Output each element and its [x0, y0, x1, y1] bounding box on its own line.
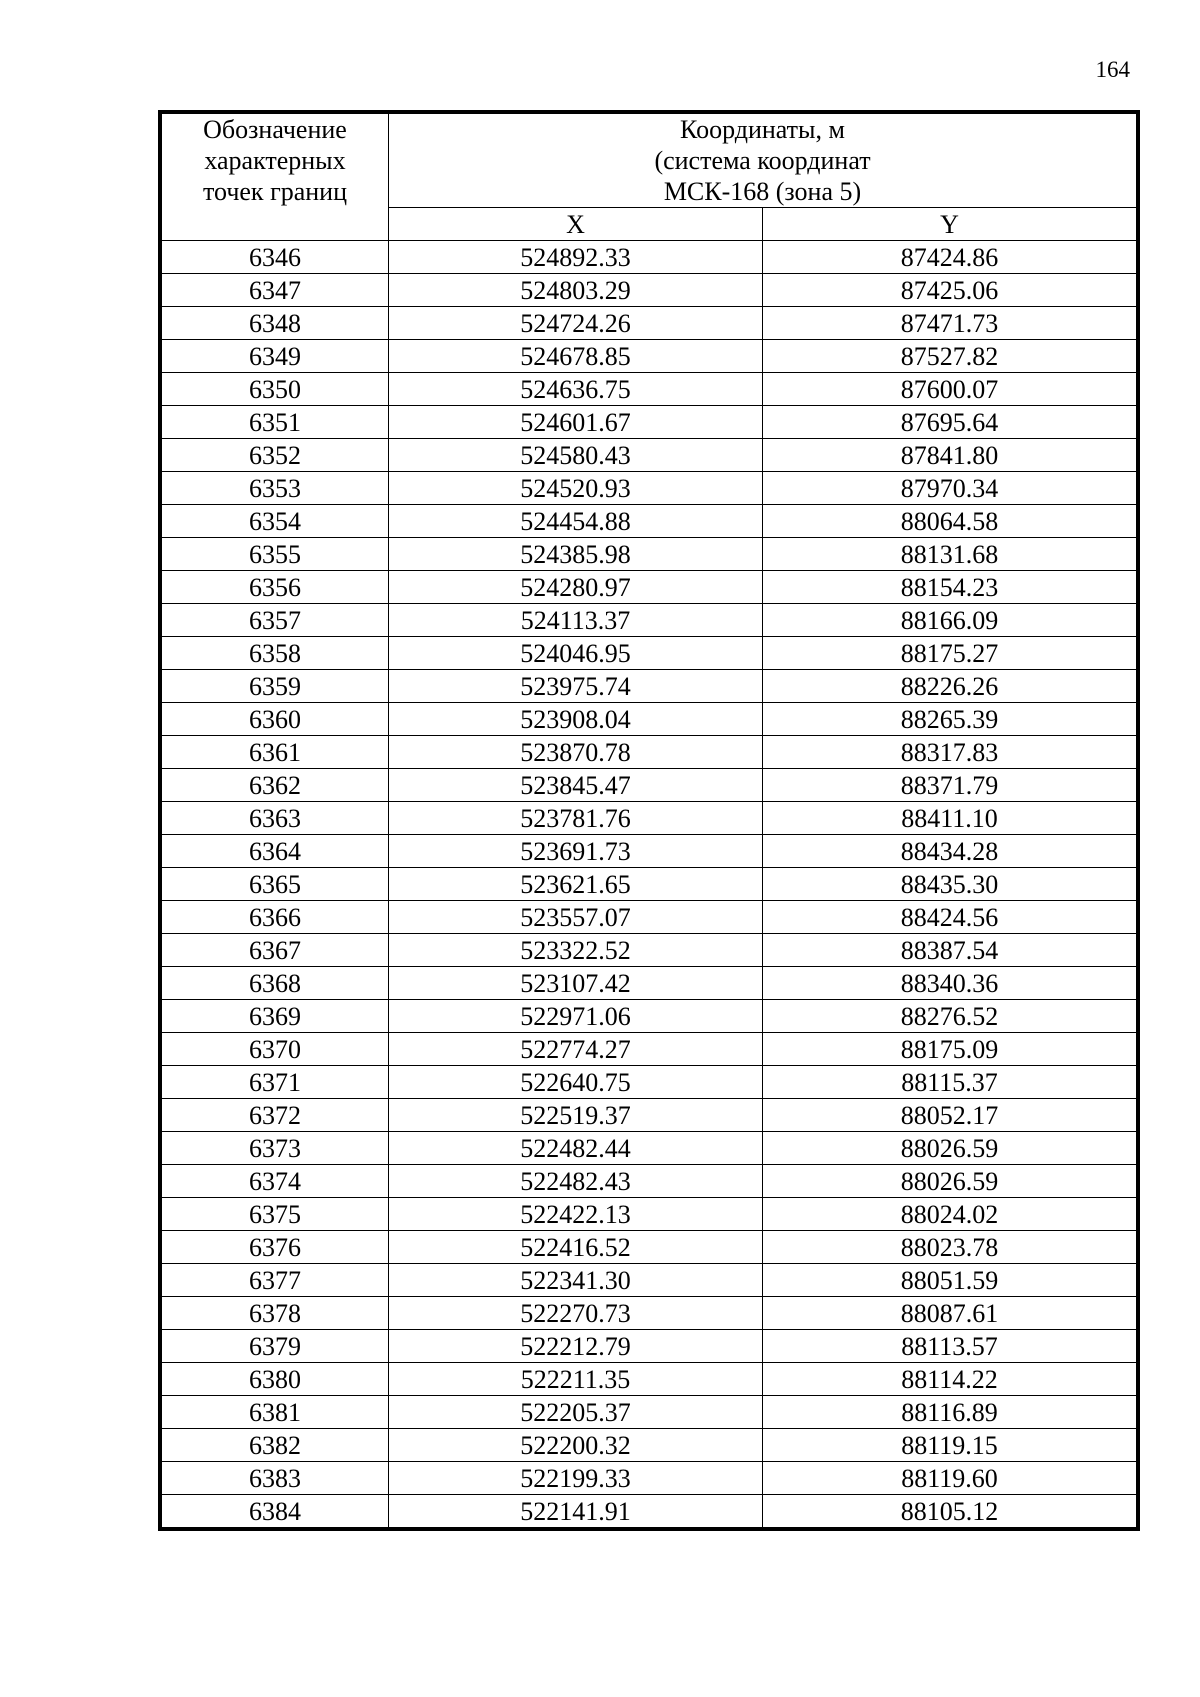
- table-row: [162, 703, 1137, 736]
- header-designation-line: Обозначение: [203, 115, 347, 144]
- table-row: [162, 307, 1137, 340]
- cell-y: 88119.60: [763, 1462, 1137, 1495]
- cell-point: 6356: [162, 571, 389, 604]
- table-row: [162, 868, 1137, 901]
- table-row: [162, 604, 1137, 637]
- cell-y: 88424.56: [763, 901, 1137, 934]
- cell-x: 523557.07: [389, 901, 763, 934]
- cell-x: 522200.32: [389, 1429, 763, 1462]
- cell-y: 88131.68: [763, 538, 1137, 571]
- cell-x: 523781.76: [389, 802, 763, 835]
- table-row: [162, 373, 1137, 406]
- cell-x: 524636.75: [389, 373, 763, 406]
- cell-point: 6362: [162, 769, 389, 802]
- cell-point: 6384: [162, 1495, 389, 1528]
- table-row: [162, 241, 1137, 274]
- cell-x: 522205.37: [389, 1396, 763, 1429]
- table-header: [162, 114, 1137, 241]
- table-row: [162, 967, 1137, 1000]
- cell-point: 6377: [162, 1264, 389, 1297]
- cell-x: 522141.91: [389, 1495, 763, 1528]
- cell-point: 6383: [162, 1462, 389, 1495]
- coordinates-table: [161, 113, 1137, 1528]
- cell-point: 6358: [162, 637, 389, 670]
- cell-x: 522519.37: [389, 1099, 763, 1132]
- table-row: [162, 1297, 1137, 1330]
- cell-y: 88087.61: [763, 1297, 1137, 1330]
- table-row: [162, 1165, 1137, 1198]
- cell-point: 6355: [162, 538, 389, 571]
- cell-y: 88052.17: [763, 1099, 1137, 1132]
- header-coordinates-line: (система координат: [654, 146, 871, 175]
- cell-point: 6380: [162, 1363, 389, 1396]
- cell-y: 88026.59: [763, 1165, 1137, 1198]
- cell-x: 524601.67: [389, 406, 763, 439]
- cell-x: 523870.78: [389, 736, 763, 769]
- cell-x: 524454.88: [389, 505, 763, 538]
- table-row: [162, 670, 1137, 703]
- cell-y: 88175.09: [763, 1033, 1137, 1066]
- cell-y: 88371.79: [763, 769, 1137, 802]
- cell-point: 6347: [162, 274, 389, 307]
- cell-x: 522211.35: [389, 1363, 763, 1396]
- cell-x: 524280.97: [389, 571, 763, 604]
- table-row: [162, 472, 1137, 505]
- cell-x: 522270.73: [389, 1297, 763, 1330]
- table-row: [162, 1330, 1137, 1363]
- cell-y: 88023.78: [763, 1231, 1137, 1264]
- cell-x: 524580.43: [389, 439, 763, 472]
- cell-point: 6352: [162, 439, 389, 472]
- cell-y: 87841.80: [763, 439, 1137, 472]
- table-row: [162, 406, 1137, 439]
- cell-y: 88317.83: [763, 736, 1137, 769]
- cell-point: 6346: [162, 241, 389, 274]
- cell-x: 522482.44: [389, 1132, 763, 1165]
- cell-x: 522482.43: [389, 1165, 763, 1198]
- cell-y: 88114.22: [763, 1363, 1137, 1396]
- table-row: [162, 934, 1137, 967]
- cell-point: 6368: [162, 967, 389, 1000]
- cell-point: 6359: [162, 670, 389, 703]
- cell-x: 522971.06: [389, 1000, 763, 1033]
- cell-point: 6366: [162, 901, 389, 934]
- table-row: [162, 538, 1137, 571]
- cell-y: 88154.23: [763, 571, 1137, 604]
- cell-point: 6357: [162, 604, 389, 637]
- cell-point: 6351: [162, 406, 389, 439]
- cell-point: 6364: [162, 835, 389, 868]
- table-row: [162, 1132, 1137, 1165]
- table-row: [162, 1231, 1137, 1264]
- cell-y: 87695.64: [763, 406, 1137, 439]
- cell-y: 88119.15: [763, 1429, 1137, 1462]
- table-row: [162, 1099, 1137, 1132]
- cell-x: 523621.65: [389, 868, 763, 901]
- cell-point: 6353: [162, 472, 389, 505]
- cell-y: 88411.10: [763, 802, 1137, 835]
- cell-y: 88113.57: [763, 1330, 1137, 1363]
- table-row: [162, 340, 1137, 373]
- cell-point: 6354: [162, 505, 389, 538]
- cell-y: 88175.27: [763, 637, 1137, 670]
- cell-x: 524678.85: [389, 340, 763, 373]
- table-body: [162, 241, 1137, 1528]
- cell-point: 6381: [162, 1396, 389, 1429]
- cell-y: 88116.89: [763, 1396, 1137, 1429]
- table-row: [162, 1000, 1137, 1033]
- cell-point: 6350: [162, 373, 389, 406]
- cell-y: 88387.54: [763, 934, 1137, 967]
- cell-y: 87424.86: [763, 241, 1137, 274]
- cell-point: 6372: [162, 1099, 389, 1132]
- cell-x: 523975.74: [389, 670, 763, 703]
- cell-y: 88276.52: [763, 1000, 1137, 1033]
- table-row: [162, 901, 1137, 934]
- cell-point: 6375: [162, 1198, 389, 1231]
- cell-point: 6382: [162, 1429, 389, 1462]
- cell-x: 524520.93: [389, 472, 763, 505]
- cell-y: 87527.82: [763, 340, 1137, 373]
- table-row: [162, 1264, 1137, 1297]
- cell-x: 524724.26: [389, 307, 763, 340]
- cell-x: 524892.33: [389, 241, 763, 274]
- cell-x: 524803.29: [389, 274, 763, 307]
- cell-x: 522212.79: [389, 1330, 763, 1363]
- cell-y: 88105.12: [763, 1495, 1137, 1528]
- table-row: [162, 1462, 1137, 1495]
- table-row: [162, 1495, 1137, 1528]
- header-coordinates-line: МСК-168 (зона 5): [663, 177, 862, 206]
- cell-point: 6370: [162, 1033, 389, 1066]
- cell-x: 522341.30: [389, 1264, 763, 1297]
- cell-point: 6367: [162, 934, 389, 967]
- cell-point: 6376: [162, 1231, 389, 1264]
- cell-point: 6365: [162, 868, 389, 901]
- header-designation-line: точек границ: [202, 177, 348, 206]
- cell-y: 88064.58: [763, 505, 1137, 538]
- cell-point: 6369: [162, 1000, 389, 1033]
- cell-point: 6360: [162, 703, 389, 736]
- cell-x: 522640.75: [389, 1066, 763, 1099]
- cell-x: 523691.73: [389, 835, 763, 868]
- header-designation: [162, 114, 389, 241]
- cell-y: 88265.39: [763, 703, 1137, 736]
- page-number: 164: [1095, 57, 1130, 82]
- table-row: [162, 802, 1137, 835]
- table-row: [162, 505, 1137, 538]
- table-row: [162, 1429, 1137, 1462]
- header-y: Y: [763, 208, 1137, 241]
- cell-x: 522422.13: [389, 1198, 763, 1231]
- cell-x: 522416.52: [389, 1231, 763, 1264]
- table-row: [162, 439, 1137, 472]
- cell-x: 523845.47: [389, 769, 763, 802]
- cell-y: 87600.07: [763, 373, 1137, 406]
- header-coordinates: [389, 114, 1137, 208]
- cell-point: 6371: [162, 1066, 389, 1099]
- cell-point: 6348: [162, 307, 389, 340]
- cell-y: 88051.59: [763, 1264, 1137, 1297]
- cell-point: 6361: [162, 736, 389, 769]
- cell-y: 88434.28: [763, 835, 1137, 868]
- table-row: [162, 1066, 1137, 1099]
- table-row: [162, 637, 1137, 670]
- cell-y: 87970.34: [763, 472, 1137, 505]
- cell-point: 6379: [162, 1330, 389, 1363]
- cell-x: 522199.33: [389, 1462, 763, 1495]
- cell-x: 523107.42: [389, 967, 763, 1000]
- cell-point: 6349: [162, 340, 389, 373]
- cell-y: 87425.06: [763, 274, 1137, 307]
- cell-point: 6363: [162, 802, 389, 835]
- cell-point: 6373: [162, 1132, 389, 1165]
- cell-y: 88115.37: [763, 1066, 1137, 1099]
- cell-y: 88226.26: [763, 670, 1137, 703]
- table-row: [162, 1198, 1137, 1231]
- cell-y: 88026.59: [763, 1132, 1137, 1165]
- cell-x: 522774.27: [389, 1033, 763, 1066]
- header-x: X: [389, 208, 763, 241]
- cell-x: 524113.37: [389, 604, 763, 637]
- cell-y: 88024.02: [763, 1198, 1137, 1231]
- cell-x: 523322.52: [389, 934, 763, 967]
- cell-y: 88166.09: [763, 604, 1137, 637]
- cell-x: 524046.95: [389, 637, 763, 670]
- cell-x: 523908.04: [389, 703, 763, 736]
- header-coordinates-line: Координаты, м: [680, 115, 845, 144]
- table-row: [162, 769, 1137, 802]
- table-row: [162, 1033, 1137, 1066]
- cell-y: 87471.73: [763, 307, 1137, 340]
- table-row: [162, 835, 1137, 868]
- table-row: [162, 274, 1137, 307]
- cell-x: 524385.98: [389, 538, 763, 571]
- cell-y: 88340.36: [763, 967, 1137, 1000]
- cell-point: 6378: [162, 1297, 389, 1330]
- table-row: [162, 571, 1137, 604]
- table-row: [162, 1396, 1137, 1429]
- table-row: [162, 1363, 1137, 1396]
- cell-point: 6374: [162, 1165, 389, 1198]
- cell-y: 88435.30: [763, 868, 1137, 901]
- header-designation-line: характерных: [204, 146, 346, 175]
- table-row: [162, 736, 1137, 769]
